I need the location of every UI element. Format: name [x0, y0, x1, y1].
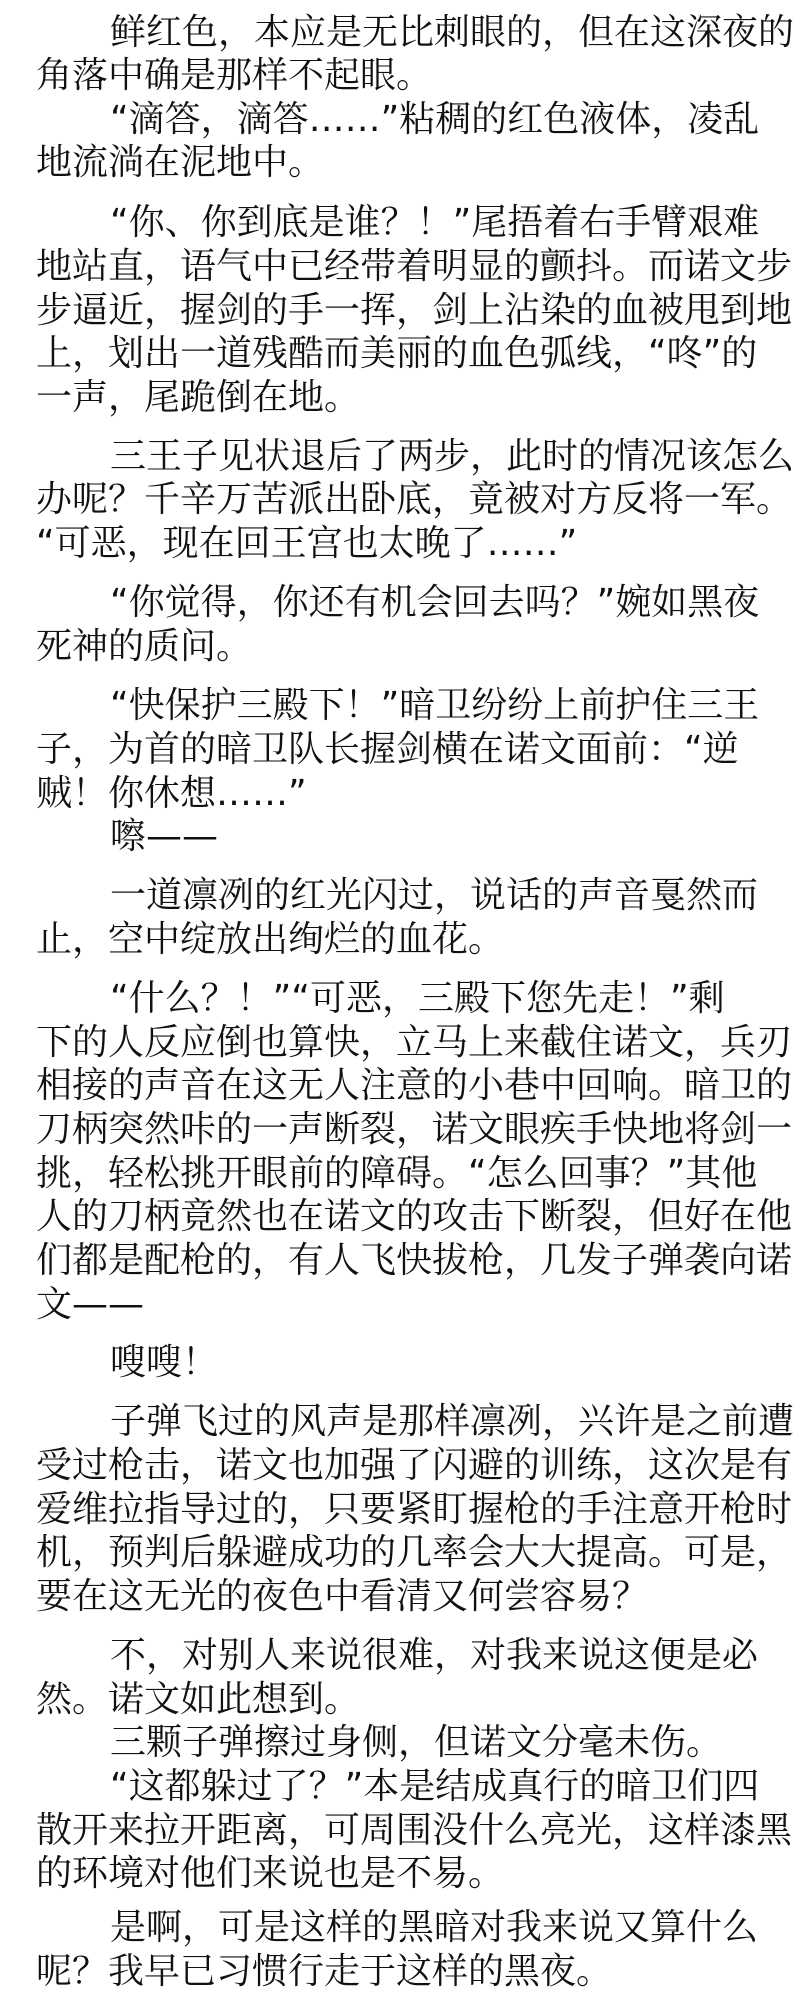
- text-line: 受过枪击，诺文也加强了闪避的训练，这次是有: [36, 1444, 793, 1486]
- text-line: 子弹飞过的风声是那样凛冽，兴许是之前遭: [110, 1401, 795, 1443]
- text-line: 三颗子弹擦过身侧，但诺文分毫未伤。: [110, 1722, 723, 1764]
- text-line: “快保护三殿下！”暗卫纷纷上前护住三王: [110, 685, 760, 727]
- text-line: 一声，尾跪倒在地。: [36, 376, 361, 418]
- text-line: 死神的质问。: [36, 625, 253, 667]
- text-line: “什么？！”“可恶，三殿下您先走！”剩: [110, 977, 725, 1019]
- text-line: 爱维拉指导过的，只要紧盯握枪的手注意开枪时: [36, 1488, 793, 1530]
- text-line: 要在这无光的夜色中看清又何尝容易？: [36, 1575, 649, 1617]
- text-line: 角落中确是那样不起眼。: [36, 55, 433, 97]
- text-line: 三王子见状退后了两步，此时的情况该怎么: [110, 435, 795, 477]
- text-line: 呢？我早已习惯行走于这样的黑夜。: [36, 1951, 613, 1993]
- text-line: 相接的声音在这无人注意的小巷中回响。暗卫的: [36, 1065, 793, 1107]
- text-line: 挑，轻松挑开眼前的障碍。“怎么回事？”其他: [36, 1152, 758, 1194]
- text-line: 人的刀柄竟然也在诺文的攻击下断裂，但好在他: [36, 1196, 793, 1238]
- text-line: 们都是配枪的，有人飞快拔枪，几发子弹袭向诺: [36, 1239, 793, 1281]
- text-line: 机，预判后躲避成功的几率会大大提高。可是，: [36, 1532, 793, 1574]
- text-line: 文——: [36, 1283, 145, 1325]
- text-line: 步逼近，握剑的手一挥，剑上沾染的血被甩到地: [36, 289, 793, 331]
- text-line: “滴答，滴答……”粘稠的红色液体，凌乱: [110, 98, 760, 140]
- text-line: 是啊，可是这样的黑暗对我来说又算什么: [110, 1907, 759, 1949]
- text-line: 地站直，语气中已经带着明显的颤抖。而诺文步: [36, 245, 793, 287]
- text-line: 不，对别人来说很难，对我来说这便是必: [110, 1634, 759, 1676]
- text-line: 鲜红色，本应是无比刺眼的，但在这深夜的: [110, 12, 795, 54]
- text-line: 上，划出一道残酷而美丽的血色弧线，“咚”的: [36, 333, 758, 375]
- text-line: 嗖嗖！: [110, 1342, 219, 1384]
- text-line: 一道凛冽的红光闪过，说话的声音戛然而: [110, 875, 759, 917]
- text-line: 嚓——: [110, 816, 219, 858]
- text-line: 子，为首的暗卫队长握剑横在诺文面前：“逆: [36, 729, 739, 771]
- text-line: “你、你到底是谁？！”尾捂着右手臂艰难: [110, 202, 760, 244]
- text-line: “这都躲过了？”本是结成真行的暗卫们四: [110, 1765, 760, 1807]
- text-line: 地流淌在泥地中。: [36, 142, 325, 184]
- text-line: “可恶，现在回王宫也太晚了……”: [36, 523, 578, 565]
- text-line: 止，空中绽放出绚烂的血花。: [36, 918, 505, 960]
- text-line: 贼！你休想……”: [36, 772, 307, 814]
- text-line: 散开来拉开距离，可周围没什么亮光，这样漆黑: [36, 1809, 793, 1851]
- text-line: 下的人反应倒也算快，立马上来截住诺文，兵刃: [36, 1021, 793, 1063]
- text-line: 刀柄突然咔的一声断裂，诺文眼疾手快地将剑一: [36, 1108, 793, 1150]
- text-line: 的环境对他们来说也是不易。: [36, 1853, 505, 1895]
- text-line: 办呢？千辛万苦派出卧底，竟被对方反将一军。: [36, 479, 793, 521]
- text-line: “你觉得，你还有机会回去吗？”婉如黑夜: [110, 581, 760, 623]
- text-line: 然。诺文如此想到。: [36, 1678, 361, 1720]
